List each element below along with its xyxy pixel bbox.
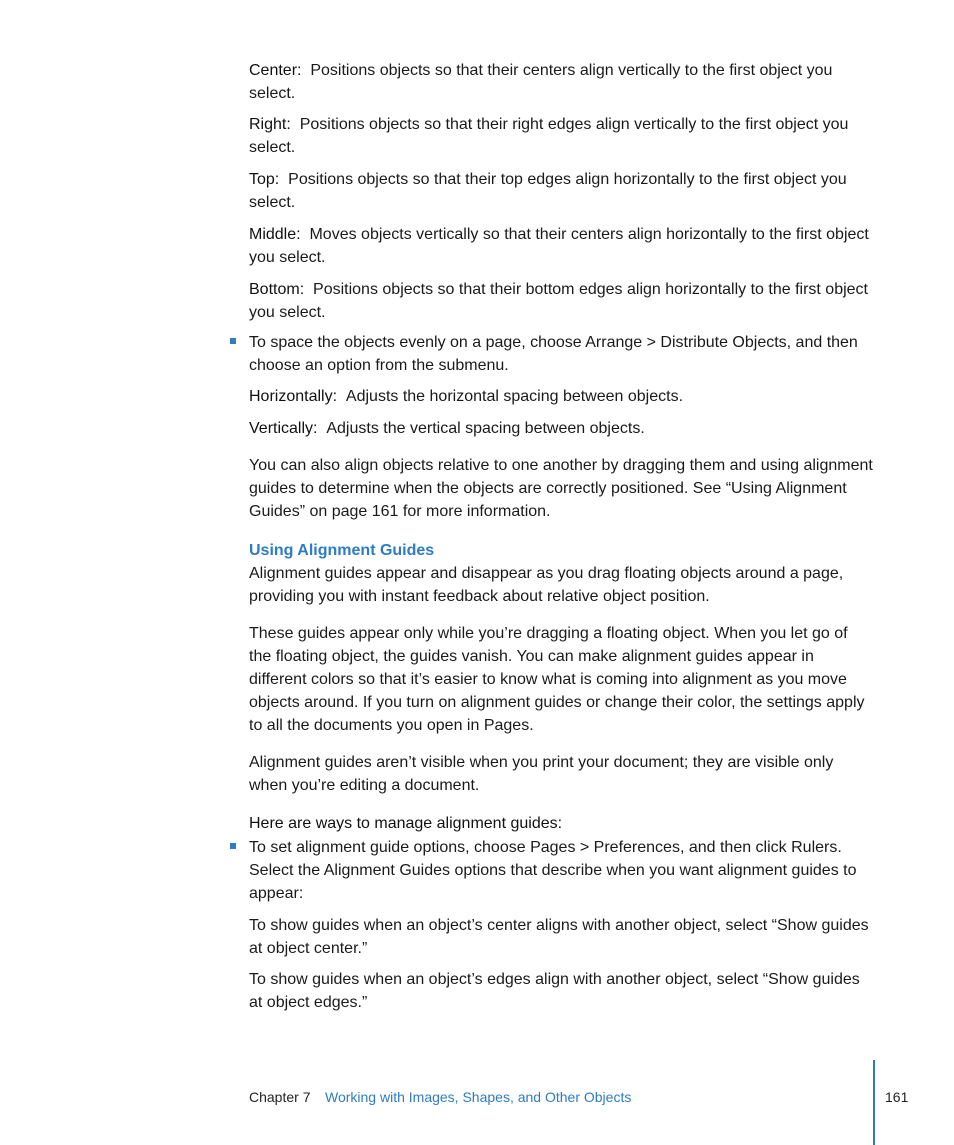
definition-top (249, 168, 874, 214)
definition-bottom (249, 278, 874, 324)
footer-chapter: Chapter 7 (249, 1089, 311, 1105)
definition-center (249, 59, 874, 105)
term-center: Center: (249, 62, 302, 79)
bullet-distribute: To space the objects evenly on a page, choose Arrange > Distribute Objects, and then choose an option from the submenu. (249, 334, 858, 374)
paragraph-print: Alignment guides aren’t visible when you print your document; they are visible only when you’re editing a document. (249, 754, 834, 794)
paragraph-intro: Alignment guides appear and disappear as you drag floating objects around a page, providing you with instant feedback about relative object position. (249, 565, 844, 605)
definition-middle (249, 223, 874, 269)
definition-top-text: Positions objects so that their top edges align horizontally to the first object you select. (249, 171, 847, 211)
bullet-marker (230, 338, 236, 344)
page-number: 161 (885, 1089, 909, 1105)
footer-chapter-title: Working with Images, Shapes, and Other Objects (325, 1089, 632, 1105)
definition-horizontally-text: Adjusts the horizontal spacing between objects. (345, 388, 684, 405)
definition-center-text: Positions objects so that their centers align vertically to the first object you select. (249, 62, 833, 102)
subheading: Here are ways to manage alignment guides: (249, 815, 563, 832)
section-heading: Using Alignment Guides (249, 542, 435, 559)
bullet-marker (230, 843, 236, 849)
paragraph-edges: To show guides when an object’s edges align with another object, select “Show guides at object edges.” (249, 971, 860, 1011)
paragraph-floating: These guides appear only while you’re dragging a floating object. When you let go of the floating object, the guides vanish. You can make alignment guides appear in different colors so that it’s easier to know what is coming into alignment as you move objects around. If you turn on alignment guides or change their color, the settings apply to all the documents you open in Pages. (249, 625, 865, 734)
definition-horizontally (249, 385, 874, 408)
paragraph-align-guides: You can also align objects relative to one another by dragging them and using alignment guides to determine when the objects are correctly positioned. See “Using Alignment Guides” on page 161 for more information. (249, 457, 873, 520)
term-top: Top: (249, 171, 280, 188)
definition-vertically-text: Adjusts the vertical spacing between objects. (326, 420, 645, 437)
term-bottom: Bottom: (249, 281, 305, 298)
definition-bottom-text: Positions objects so that their bottom edges align horizontally to the first object you select. (249, 281, 868, 321)
definition-vertically (249, 417, 874, 440)
term-vertically: Vertically: (249, 420, 318, 437)
term-middle: Middle: (249, 226, 301, 243)
term-right: Right: (249, 116, 291, 133)
term-horizontally: Horizontally: (249, 388, 338, 405)
footer-divider (873, 1060, 875, 1145)
bullet-options: To set alignment guide options, choose Pages > Preferences, and then click Rulers. Select the Alignment Guides options that describe when you want alignment guides to appear: (249, 839, 857, 902)
paragraph-center: To show guides when an object’s center aligns with another object, select “Show guides at object center.” (249, 917, 869, 957)
definition-right-text: Positions objects so that their right edges align vertically to the first object you select. (249, 116, 849, 156)
definition-right (249, 113, 874, 159)
definition-middle-text: Moves objects vertically so that their centers align horizontally to the first object you select. (249, 226, 869, 266)
